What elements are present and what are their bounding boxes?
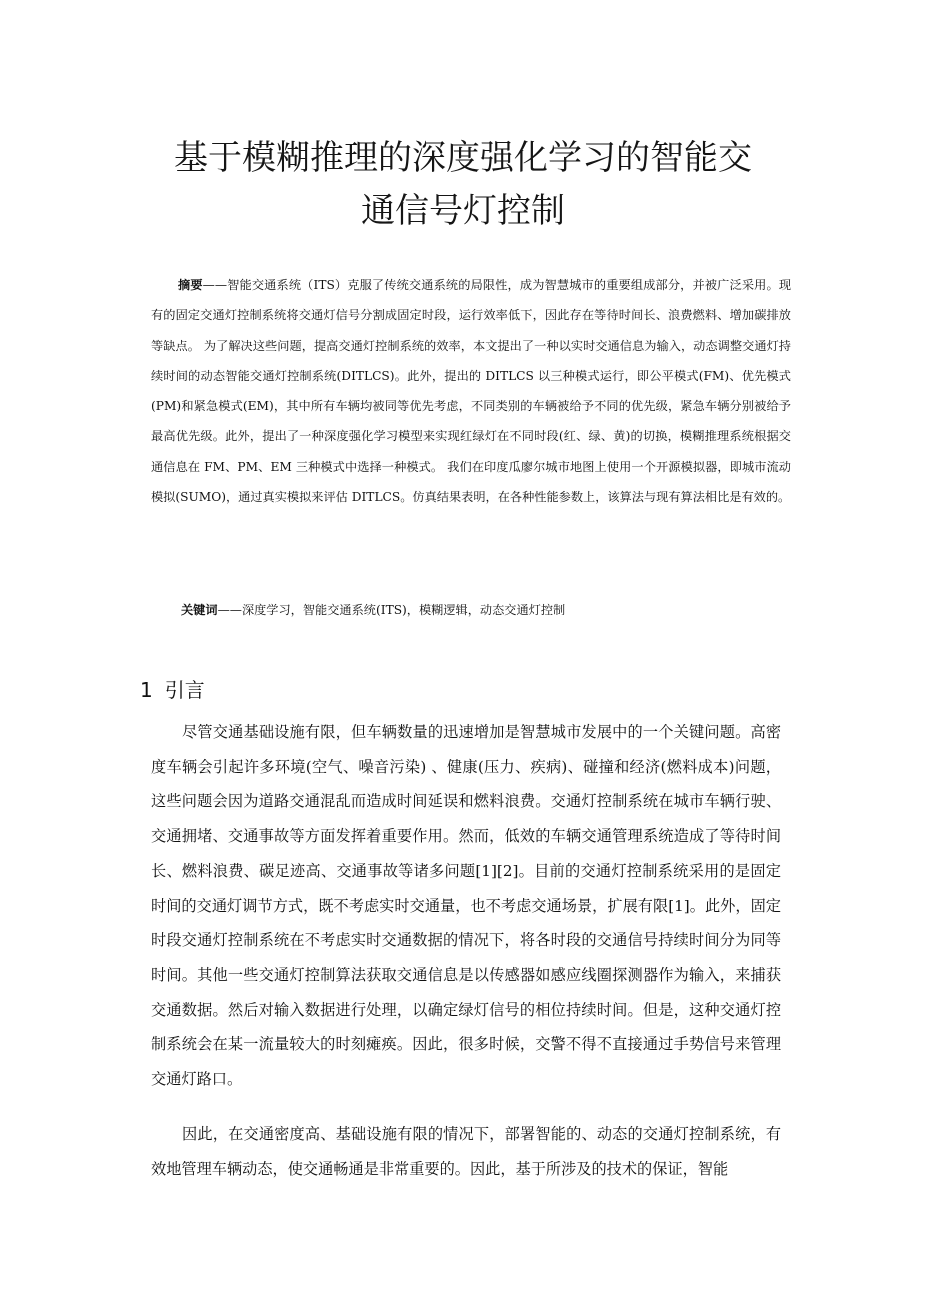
keywords-label: 关键词 bbox=[181, 603, 218, 617]
section-number: 1 bbox=[140, 678, 153, 702]
body-paragraph-1: 尽管交通基础设施有限，但车辆数量的迅速增加是智慧城市发展中的一个关键问题。高密度车辆会引起许多环境(空气、噪音污染) 、健康(压力、疾病)、碰撞和经济(燃料成本)问题，这些问题会因为道路交通混乱而造成时间延误和燃料浪费。交通灯控制系统在城市车辆行驶、交通拥堵、交通事故等方面发挥着重要作用。然而，低效的车辆交通管理系统造成了等待时间长、燃料浪费、碳足迹高、交通事故等诸多问题[1][2]。目前的交通灯控制系统采用的是固定时间的交通灯调节方式，既不考虑实时交通量，也不考虑交通场景，扩展有限[1]。此外，固定时段交通灯控制系统在不考虑实时交通数据的情况下，将各时段的交通信号持续时间分为同等时间。其他一些交通灯控制算法获取交通信息是以传感器如感应线圈探测器作为输入，来捕获交通数据。然后对输入数据进行处理，以确定绿灯信号的相位持续时间。但是，这种交通灯控制系统会在某一流量较大的时刻瘫痪。因此，很多时候，交警不得不直接通过手势信号来管理交通灯路口。 bbox=[151, 723, 781, 1089]
abstract-text: ——智能交通系统（ITS）克服了传统交通系统的局限性，成为智慧城市的重要组成部分，并被广泛采用。现有的固定交通灯控制系统将交通灯信号分割成固定时段，运行效率低下，因此存在等待时间长、浪费燃料、增加碳排放等缺点。 为了解决这些问题，提高交通灯控制系统的效率，本文提出了一种以实时交通信息为输入，动态调整交通灯持续时间的动态智能交通灯控制系统(DITLCS)。此外，提出的 DITLCS 以三种模式运行，即公平模式(FM)、优先模式(PM)和紧急模式(EM)，其中所有车辆均被同等优先考虑，不同类别的车辆被给予不同的优先级，紧急车辆分别被给予最高优先级。此外，提出了一种深度强化学习模型来实现红绿灯在不同时段(红、绿、黄)的切换，模糊推理系统根据交通信息在 FM、PM、EM 三种模式中选择一种模式。 我们在印度瓜廖尔城市地图上使用一个开源模拟器，即城市流动模拟(SUMO)，通过真实模拟来评估 DITLCS。仿真结果表明，在各种性能参数上，该算法与现有算法相比是有效的。 bbox=[151, 278, 792, 505]
section-heading bbox=[140, 674, 205, 706]
title-line-1: 基于模糊推理的深度强化学习的智能交 bbox=[174, 138, 752, 178]
title-line-2: 通信号灯控制 bbox=[361, 191, 565, 231]
abstract bbox=[151, 270, 791, 512]
body-paragraph-2: 因此，在交通密度高、基础设施有限的情况下，部署智能的、动态的交通灯控制系统，有效地管理车辆动态，使交通畅通是非常重要的。因此，基于所涉及的技术的保证，智能 bbox=[151, 1125, 781, 1178]
keywords-text: ——深度学习，智能交通系统(ITS)，模糊逻辑，动态交通灯控制 bbox=[217, 603, 566, 617]
abstract-label: 摘要 bbox=[178, 278, 203, 292]
paper-title bbox=[120, 132, 806, 238]
section-title: 引言 bbox=[164, 678, 205, 702]
keywords bbox=[151, 597, 791, 623]
